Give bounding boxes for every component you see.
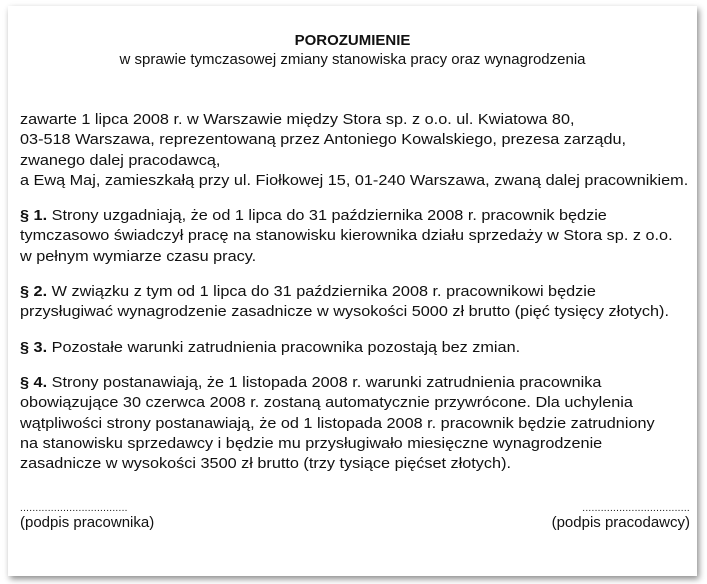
section-line xyxy=(20,206,688,226)
employer-signature-label: (podpis pracodawcy) xyxy=(551,514,690,531)
section-mark: § 3. xyxy=(20,338,48,356)
intro-line: 03-518 Warszawa, reprezentowaną przez Antoniego Kowalskiego, prezesa zarządu, xyxy=(20,131,627,149)
section-line xyxy=(20,338,688,358)
section-line xyxy=(20,226,688,246)
section-line xyxy=(20,414,688,434)
section-line xyxy=(20,282,688,302)
section-text: Strony uzgadniają, że od 1 lipca do 31 października 2008 r. pracownik będzie xyxy=(47,207,607,225)
section-mark: § 1. xyxy=(20,207,48,225)
section-text: wątpliwości strony postanawiają, że od 1 listopada 2008 r. pracownik będzie zatrudniony xyxy=(20,414,655,432)
employee-signature xyxy=(20,504,154,531)
section-line xyxy=(20,247,688,267)
document-page xyxy=(8,6,697,576)
section-text: w pełnym wymiarze czasu pracy. xyxy=(20,247,257,265)
document-body xyxy=(20,110,688,489)
section-line xyxy=(20,302,688,322)
intro-line: zwanego dalej pracodawcą, xyxy=(20,151,221,169)
section-mark: § 2. xyxy=(20,283,48,301)
section-text: Pozostałe warunki zatrudnienia pracownika pozostają bez zmian. xyxy=(47,338,521,356)
section-text: Strony postanawiają, że 1 listopada 2008 r. warunki zatrudnienia pracownika xyxy=(47,373,602,391)
section-line xyxy=(20,373,688,393)
section-1 xyxy=(20,206,688,267)
section-text: tymczasowo świadczył pracę na stanowisku kierownika działu sprzedaży w Stora sp. z o.o. xyxy=(20,227,673,245)
document-subtitle: w sprawie tymczasowej zmiany stanowiska pracy oraz wynagrodzenia xyxy=(119,51,586,68)
section-text: na stanowisku sprzedawcy i będzie mu przysługiwało miesięczne wynagrodzenie xyxy=(20,434,603,452)
intro-paragraph xyxy=(20,110,688,191)
employer-signature xyxy=(552,504,690,531)
intro-line: zawarte 1 lipca 2008 r. w Warszawie między Stora sp. z o.o. ul. Kwiatowa 80, xyxy=(20,111,575,128)
section-line xyxy=(20,434,688,454)
employee-signature-label: (podpis pracownika) xyxy=(20,514,155,531)
section-text: przysługiwać wynagrodzenie zasadnicze w wysokości 5000 zł brutto (pięć tysięcy złotych). xyxy=(20,303,669,321)
section-line xyxy=(20,454,688,474)
section-2 xyxy=(20,282,688,323)
section-text: obowiązujące 30 czerwca 2008 r. zostaną automatycznie przywrócone. Dla uchylenia xyxy=(20,394,633,412)
section-line xyxy=(20,393,688,413)
signature-line: ................................... xyxy=(20,503,128,514)
signature-line: ................................... xyxy=(582,503,690,514)
document-title: POROZUMIENIE xyxy=(294,32,411,49)
section-4 xyxy=(20,373,688,474)
intro-line: a Ewą Maj, zamieszkałą przy ul. Fiołkowej 15, 01-240 Warszawa, zwaną dalej pracownikiem. xyxy=(20,171,689,189)
section-3 xyxy=(20,338,688,358)
section-text: W związku z tym od 1 lipca do 31 października 2008 r. pracownikowi będzie xyxy=(47,283,596,301)
section-mark: § 4. xyxy=(20,373,48,391)
section-text: zasadnicze w wysokości 3500 zł brutto (trzy tysiące pięćset złotych). xyxy=(20,455,512,473)
